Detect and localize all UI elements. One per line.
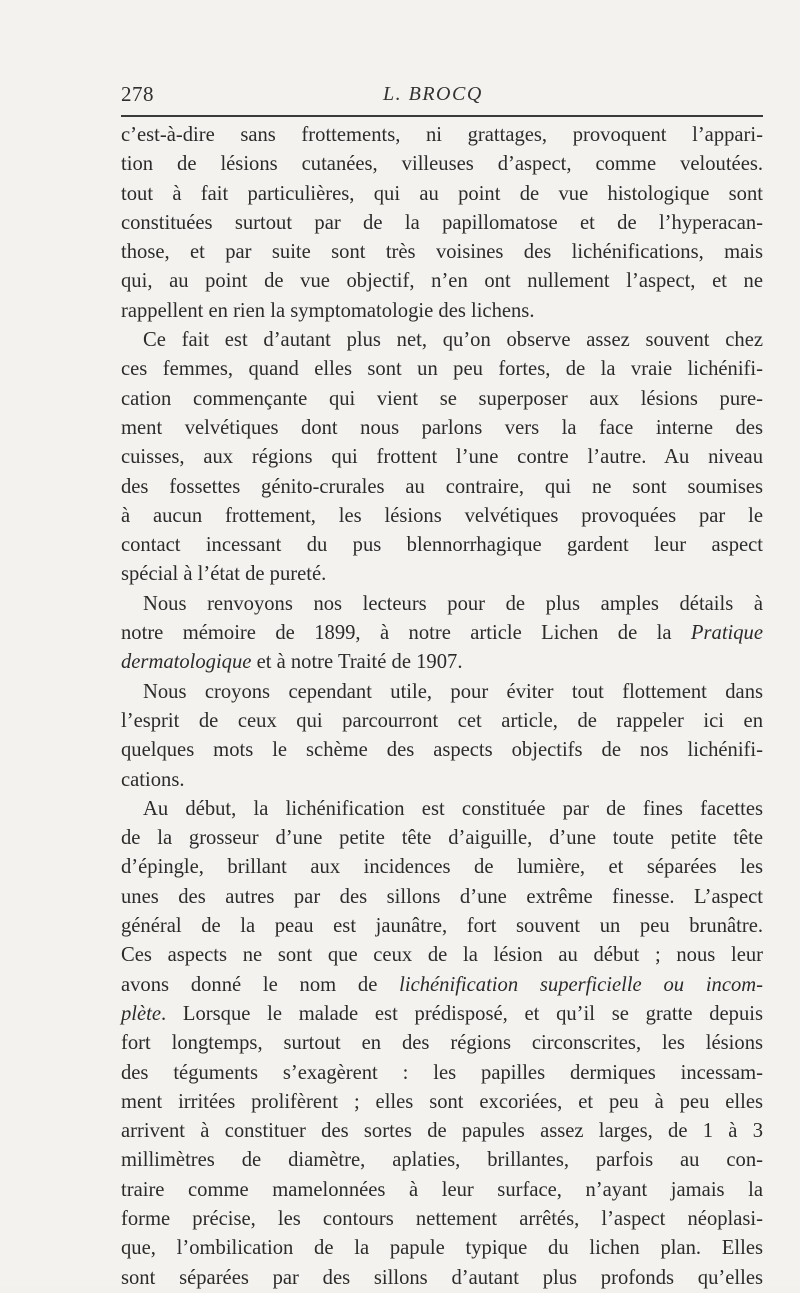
- text-line: Ce fait est d’autant plus net, qu’on observe assez souvent chez: [143, 329, 763, 352]
- text-line: spécial à l’état de pureté.: [121, 563, 327, 586]
- text-line: [121, 619, 763, 648]
- running-head: L. BROCQ: [383, 83, 483, 105]
- paragraph-3: [121, 590, 763, 678]
- text-line: Ces aspects ne sont que ceux de la lésion au début ; nous leur: [121, 944, 763, 967]
- text-line: quelques mots le schème des aspects objectifs de nos lichénifi-: [121, 739, 763, 762]
- paragraph-5: [121, 795, 763, 1293]
- text-line: contact incessant du pus blennorrhagique gardent leur aspect: [121, 534, 763, 557]
- text-line: unes des autres par des sillons d’une extrême finesse. L’aspect: [121, 885, 763, 908]
- text-line: Nous renvoyons nos lecteurs pour de plus amples détails à: [143, 592, 763, 615]
- text-run: avons donné le nom de: [121, 973, 400, 996]
- italic-run: Pratique: [690, 622, 763, 645]
- italic-run: plète: [121, 1002, 162, 1025]
- text-line: fort longtemps, surtout en des régions circonscrites, les lésions: [121, 1032, 763, 1055]
- text-line: constituées surtout par de la papillomatose et de l’hyperacan-: [121, 211, 763, 234]
- text-line: cations.: [121, 768, 185, 791]
- text-line: sont séparées par des sillons d’autant plus profonds qu’elles: [121, 1266, 763, 1289]
- text-line: traire comme mamelonnées à leur surface, n’ayant jamais la: [121, 1178, 763, 1201]
- text-line: que, l’ombilication de la papule typique du lichen plan. Elles: [121, 1237, 763, 1260]
- text-line: qui, au point de vue objectif, n’en ont nullement l’aspect, et ne: [121, 270, 763, 293]
- page-number: 278: [121, 82, 154, 106]
- text-line: cation commençante qui vient se superposer aux lésions pure-: [121, 387, 763, 410]
- text-line: des téguments s’exagèrent : les papilles dermiques incessam-: [121, 1061, 763, 1084]
- text-line: de la grosseur d’une petite tête d’aiguille, d’une toute petite tête: [121, 827, 763, 850]
- paragraph-4: [121, 678, 763, 795]
- header-rule: [121, 115, 763, 117]
- text-line: tion de lésions cutanées, villeuses d’aspect, comme veloutées.: [121, 153, 763, 176]
- text-line: [121, 648, 763, 677]
- text-line: général de la peau est jaunâtre, fort souvent un peu brunâtre.: [121, 915, 763, 938]
- text-line: tout à fait particulières, qui au point de vue histologique sont: [121, 182, 763, 205]
- text-line: ment velvétiques dont nous parlons vers la face interne des: [121, 416, 763, 439]
- text-line: [121, 971, 763, 1000]
- text-line: cuisses, aux régions qui frottent l’une contre l’autre. Au niveau: [121, 446, 763, 469]
- text-run: notre mémoire de 1899, à notre article Lichen de la: [121, 622, 691, 645]
- text-line: millimètres de diamètre, aplaties, brillantes, parfois au con-: [121, 1149, 763, 1172]
- text-line: ces femmes, quand elles sont un peu fortes, de la vraie lichénifi-: [121, 358, 763, 381]
- text-line: l’esprit de ceux qui parcourront cet article, de rappeler ici en: [121, 709, 763, 732]
- paragraph-1: [121, 121, 763, 326]
- page-header: [121, 82, 763, 112]
- body-text: [121, 121, 763, 1293]
- italic-run: lichénification superficielle ou incom-: [399, 973, 763, 996]
- text-line: Nous croyons cependant utile, pour éviter tout flottement dans: [143, 680, 763, 703]
- text-line: à aucun frottement, les lésions velvétiques provoquées par le: [121, 504, 763, 527]
- text-run: et à notre Traité de 1907.: [251, 651, 463, 674]
- text-line: d’épingle, brillant aux incidences de lumière, et séparées les: [121, 856, 763, 879]
- text-line: Au début, la lichénification est constituée par de fines facettes: [143, 797, 763, 820]
- text-line: those, et par suite sont très voisines des lichénifications, mais: [121, 241, 763, 264]
- italic-run: dermatologique: [121, 651, 252, 674]
- paragraph-2: [121, 326, 763, 590]
- text-line: c’est-à-dire sans frottements, ni grattages, provoquent l’appari-: [121, 124, 763, 146]
- text-run: . Lorsque le malade est prédisposé, et qu’il se gratte depuis: [161, 1002, 763, 1025]
- text-line: des fossettes génito-crurales au contraire, qui ne sont soumises: [121, 475, 763, 498]
- text-line: [121, 1000, 763, 1029]
- text-line: rappellent en rien la symptomatologie des lichens.: [121, 299, 535, 322]
- text-line: ment irritées prolifèrent ; elles sont excoriées, et peu à peu elles: [121, 1090, 763, 1113]
- text-line: arrivent à constituer des sortes de papules assez larges, de 1 à 3: [121, 1120, 763, 1143]
- text-line: forme précise, les contours nettement arrêtés, l’aspect néoplasi-: [121, 1207, 763, 1230]
